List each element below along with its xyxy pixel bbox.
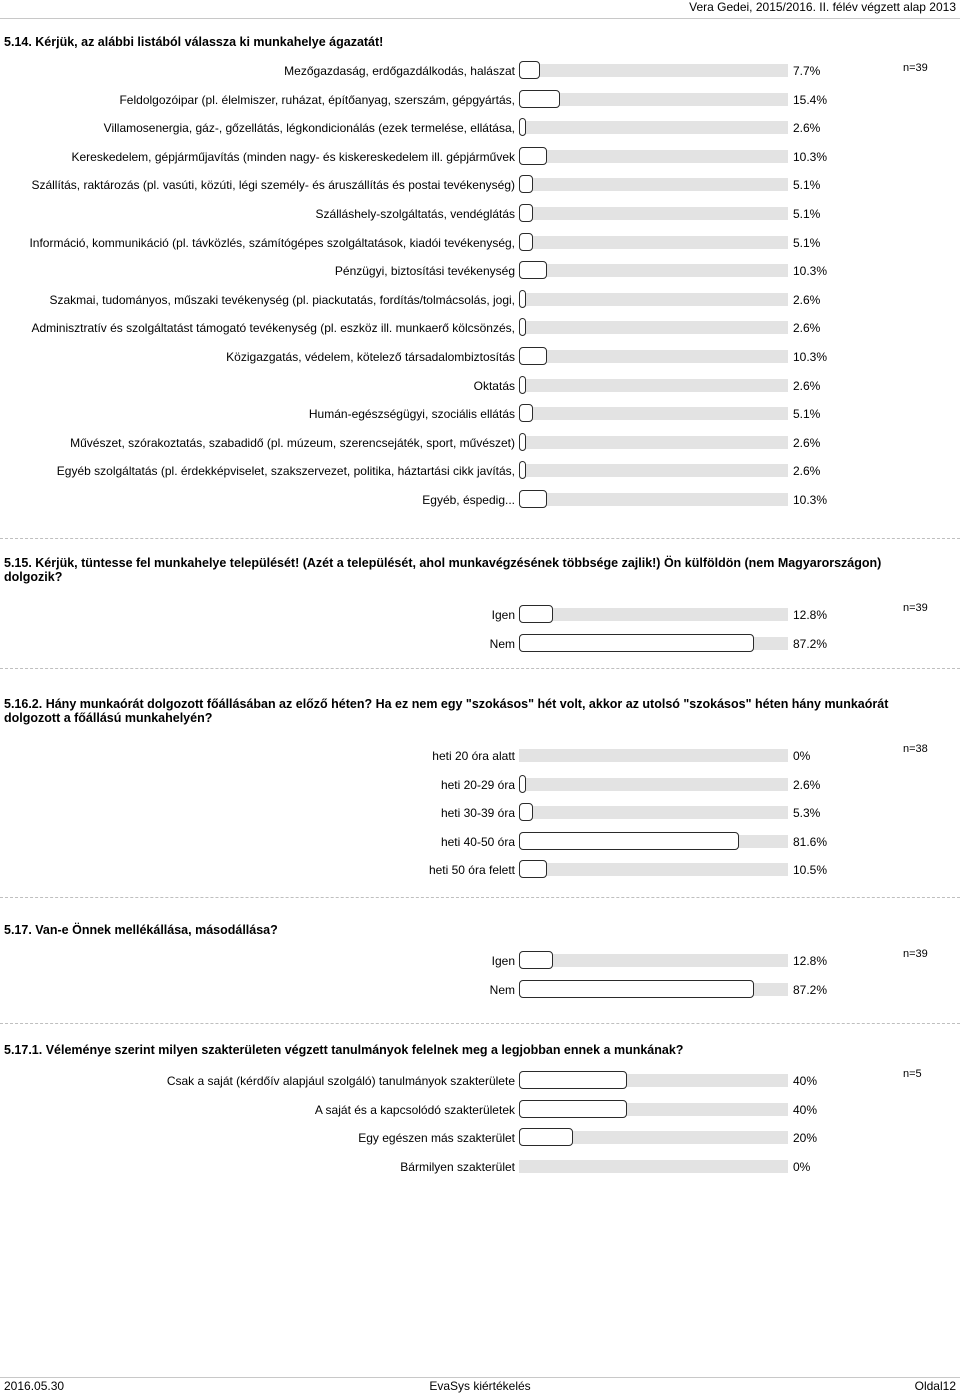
answer-row <box>0 1071 960 1091</box>
answer-row <box>0 233 960 253</box>
bar-track <box>519 407 788 420</box>
answer-label: Csak a saját (kérdőív alapjául szolgáló) tanulmányok szakterülete <box>166 1074 515 1088</box>
answer-row <box>0 318 960 338</box>
answer-row <box>0 147 960 167</box>
bar-track <box>519 954 788 967</box>
answer-percentage: 5.1% <box>793 207 821 221</box>
response-count: n=39 <box>903 602 928 614</box>
bar-fill <box>519 433 526 451</box>
answer-label: Információ, kommunikáció (pl. távközlés, számítógépes szolgáltatások, kiadói tevékenység, <box>29 235 515 250</box>
answer-percentage: 87.2% <box>793 637 828 651</box>
bar-fill <box>519 490 547 508</box>
answer-label: Igen <box>491 954 515 968</box>
answer-label: heti 20 óra alatt <box>432 749 515 763</box>
answer-row <box>0 860 960 880</box>
answer-percentage: 2.6% <box>793 121 821 136</box>
section-divider <box>0 668 960 669</box>
footer-page-number: Oldal12 <box>914 1379 956 1393</box>
answer-percentage: 7.7% <box>793 64 821 78</box>
bar-fill <box>519 775 526 793</box>
bar-fill <box>519 118 526 136</box>
answer-label: Egyéb szolgáltatás (pl. érdekképviselet, szakszervezet, politika, háztartási cikk javítás, <box>56 464 515 479</box>
header-text: Vera Gedei, 2015/2016. II. félév végzett alap 2013 <box>689 0 956 14</box>
answer-row <box>0 1157 960 1177</box>
bar-fill <box>519 803 533 821</box>
bar-fill <box>519 147 547 165</box>
section-divider <box>0 1023 960 1024</box>
bar-fill <box>519 347 547 365</box>
bar-fill <box>519 980 754 998</box>
answer-row <box>0 746 960 766</box>
answer-row <box>0 433 960 453</box>
bar-fill <box>519 1128 573 1146</box>
answer-percentage: 0% <box>793 749 811 763</box>
answer-row <box>0 803 960 823</box>
bar-fill <box>519 634 754 652</box>
question-5-17-1 <box>0 1043 960 1183</box>
question-5-16-2 <box>0 697 960 887</box>
answer-percentage: 2.6% <box>793 378 821 393</box>
answer-row <box>0 634 960 654</box>
answer-row <box>0 204 960 224</box>
answer-percentage: 87.2% <box>793 983 828 997</box>
bar-fill <box>519 461 526 479</box>
bar-fill <box>519 832 739 850</box>
answer-row <box>0 175 960 195</box>
answer-row <box>0 605 960 625</box>
bar-track <box>519 464 788 477</box>
answer-label: Szakmai, tudományos, műszaki tevékenység (pl. piackutatás, fordítás/tolmácsolás, jogi, <box>49 292 515 307</box>
answer-percentage: 10.3% <box>793 264 828 279</box>
answer-row <box>0 951 960 971</box>
answer-row <box>0 61 960 81</box>
bar-track <box>519 293 788 306</box>
bar-fill <box>519 1071 627 1089</box>
question-title: 5.17. Van-e Önnek mellékállása, másodállása? <box>4 923 278 937</box>
answer-label: Humán-egészségügyi, szociális ellátás <box>308 407 515 422</box>
answer-label: Szállítás, raktározás (pl. vasúti, közúti, légi személy- és áruszállítás és postai tevékenység) <box>31 178 515 193</box>
bar-fill <box>519 605 553 623</box>
answer-row <box>0 775 960 795</box>
answer-percentage: 2.6% <box>793 435 821 450</box>
bar-track <box>519 207 788 220</box>
question-title: 5.16.2. Hány munkaórát dolgozott főállásában az előző héten? Ha ez nem egy "szokásos" hét volt, akkor az utolsó "szokásos" héten hány munkaórát dolgozott a főállású munkahelyén? <box>4 697 889 725</box>
question-5-17 <box>0 923 960 1003</box>
question-5-14 <box>0 35 960 525</box>
bar-track <box>519 1160 788 1173</box>
response-count: n=38 <box>903 743 928 755</box>
response-count: n=39 <box>903 62 928 74</box>
answer-percentage: 40% <box>793 1074 818 1088</box>
answer-percentage: 10.5% <box>793 863 828 878</box>
bar-track <box>519 493 788 506</box>
answer-label: Szálláshely-szolgáltatás, vendéglátás <box>315 207 515 221</box>
answer-row <box>0 347 960 367</box>
answer-percentage: 0% <box>793 1159 811 1174</box>
bar-track <box>519 1103 788 1116</box>
answer-percentage: 12.8% <box>793 608 828 622</box>
answer-percentage: 2.6% <box>793 777 821 792</box>
bar-fill <box>519 376 526 394</box>
header-divider <box>0 18 960 19</box>
bar-track <box>519 608 788 621</box>
bar-track <box>519 93 788 106</box>
response-count: n=5 <box>903 1068 922 1080</box>
answer-percentage: 5.1% <box>793 235 821 250</box>
answer-label: Művészet, szórakoztatás, szabadidő (pl. múzeum, szerencsejáték, sport, művészet) <box>70 435 515 450</box>
answer-percentage: 15.4% <box>793 92 828 107</box>
bar-track <box>519 806 788 819</box>
answer-row <box>0 1128 960 1148</box>
bar-track <box>519 121 788 134</box>
answer-row <box>0 90 960 110</box>
answer-row <box>0 404 960 424</box>
bar-track <box>519 835 788 848</box>
answer-row <box>0 118 960 138</box>
answer-label: heti 50 óra felett <box>428 863 515 878</box>
answer-label: heti 40-50 óra <box>440 834 515 849</box>
question-5-15 <box>0 556 960 656</box>
bar-fill <box>519 90 560 108</box>
answer-label: Bármilyen szakterület <box>400 1159 515 1174</box>
answer-label: A saját és a kapcsolódó szakterületek <box>314 1102 515 1117</box>
answer-percentage: 12.8% <box>793 954 828 968</box>
bar-track <box>519 236 788 249</box>
answer-label: heti 20-29 óra <box>440 777 515 792</box>
bar-fill <box>519 318 526 336</box>
question-title: 5.14. Kérjük, az alábbi listából válassza ki munkahelye ágazatát! <box>4 35 384 49</box>
answer-row <box>0 490 960 510</box>
section-divider <box>0 897 960 898</box>
section-divider <box>0 538 960 539</box>
answer-label: Egyéb, éspedig... <box>422 493 515 507</box>
answer-row <box>0 261 960 281</box>
bar-fill <box>519 951 553 969</box>
answer-label: Feldolgozóipar (pl. élelmiszer, ruházat, építőanyag, szerszám, gépgyártás, <box>119 92 515 107</box>
question-title: 5.15. Kérjük, tüntesse fel munkahelye települését! (Azét a települését, ahol munkavégzésének többsége zajlik!) Ön külföldön (nem Magyarországon) dolgozik? <box>4 556 882 584</box>
answer-percentage: 10.3% <box>793 350 828 364</box>
answer-row <box>0 290 960 310</box>
bar-fill <box>519 290 526 308</box>
answer-row <box>0 461 960 481</box>
answer-percentage: 2.6% <box>793 321 821 336</box>
answer-percentage: 5.1% <box>793 178 821 193</box>
answer-label: Egy egészen más szakterület <box>358 1131 515 1146</box>
bar-track <box>519 436 788 449</box>
bar-track <box>519 321 788 334</box>
question-title: 5.17.1. Véleménye szerint milyen szakterületen végzett tanulmányok felelnek meg a legjobban ennek a munkának? <box>4 1043 684 1057</box>
answer-percentage: 20% <box>793 1131 818 1146</box>
answer-label: Nem <box>489 983 515 997</box>
bar-track <box>519 264 788 277</box>
bar-fill <box>519 860 547 878</box>
answer-label: heti 30-39 óra <box>440 806 515 821</box>
answer-percentage: 2.6% <box>793 464 821 479</box>
bar-track <box>519 778 788 791</box>
answer-label: Adminisztratív és szolgáltatást támogató tevékenység (pl. eszköz ill. munkaerő kölcsönzés, <box>31 321 515 336</box>
bar-fill <box>519 404 533 422</box>
bar-track <box>519 150 788 163</box>
bar-track <box>519 1131 788 1144</box>
bar-track <box>519 1074 788 1087</box>
response-count: n=39 <box>903 948 928 960</box>
bar-track <box>519 178 788 191</box>
bar-fill <box>519 261 547 279</box>
answer-percentage: 10.3% <box>793 149 828 164</box>
bar-track <box>519 863 788 876</box>
answer-percentage: 10.3% <box>793 493 828 507</box>
page-header <box>689 0 956 18</box>
bar-track <box>519 637 788 650</box>
answer-percentage: 5.3% <box>793 806 821 821</box>
bar-track <box>519 350 788 363</box>
answer-label: Oktatás <box>473 378 515 393</box>
bar-fill <box>519 204 533 222</box>
answer-row <box>0 832 960 852</box>
bar-fill <box>519 233 533 251</box>
answer-label: Nem <box>489 637 515 651</box>
answer-row <box>0 980 960 1000</box>
answer-label: Mezőgazdaság, erdőgazdálkodás, halászat <box>284 64 515 78</box>
bar-fill <box>519 1100 627 1118</box>
answer-percentage: 81.6% <box>793 834 828 849</box>
answer-percentage: 40% <box>793 1102 818 1117</box>
answer-row <box>0 1100 960 1120</box>
bar-track <box>519 983 788 996</box>
page-footer <box>0 1378 960 1394</box>
footer-system: EvaSys kiértékelés <box>429 1379 531 1393</box>
footer-date: 2016.05.30 <box>4 1379 65 1393</box>
answer-label: Kereskedelem, gépjárműjavítás (minden nagy- és kiskereskedelem ill. gépjárművek <box>71 149 515 164</box>
answer-percentage: 2.6% <box>793 292 821 307</box>
answer-row <box>0 376 960 396</box>
bar-track <box>519 749 788 762</box>
answer-label: Közigazgatás, védelem, kötelező társadalombiztosítás <box>226 350 515 364</box>
bar-track <box>519 64 788 77</box>
bar-fill <box>519 175 533 193</box>
answer-label: Villamosenergia, gáz-, gőzellátás, légkondicionálás (ezek termelése, ellátása, <box>103 121 515 136</box>
answer-label: Pénzügyi, biztosítási tevékenység <box>334 264 515 279</box>
bar-track <box>519 379 788 392</box>
bar-fill <box>519 61 540 79</box>
answer-label: Igen <box>491 608 515 622</box>
answer-percentage: 5.1% <box>793 407 821 422</box>
